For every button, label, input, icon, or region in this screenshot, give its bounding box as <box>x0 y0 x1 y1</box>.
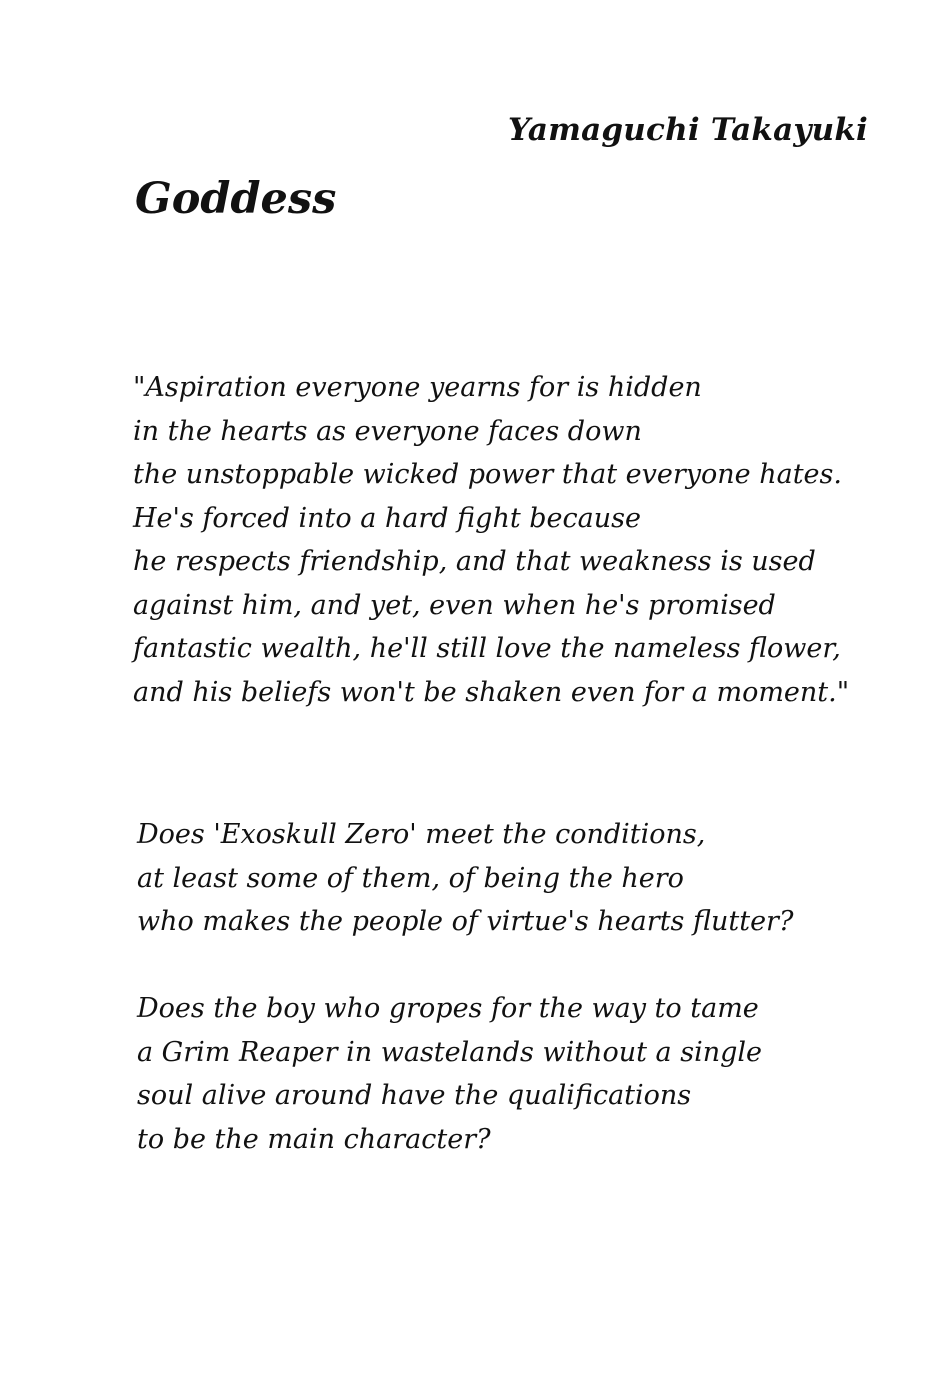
poem-line: "Aspiration everyone yearns for is hidden <box>133 372 702 403</box>
page-title: Goddess <box>135 174 337 224</box>
poem-line: He's forced into a hard fight because <box>133 502 641 534</box>
poem-line: fantastic wealth, he'll still love the nameless flower, <box>133 633 841 664</box>
poem-line: to be the main character? <box>137 1123 491 1155</box>
poem-line: at least some of them, of being the hero <box>137 862 684 894</box>
poem-line: Does 'Exoskull Zero' meet the conditions, <box>137 819 706 850</box>
poem-line: and his beliefs won't be shaken even for a moment." <box>133 676 850 708</box>
poem-line: in the hearts as everyone faces down <box>133 415 642 447</box>
poem-line: he respects friendship, and that weakness is used <box>133 546 816 577</box>
stanza-boy <box>137 987 897 1161</box>
stanza-quote <box>133 366 893 714</box>
poem-line: a Grim Reaper in wastelands without a single <box>137 1036 762 1068</box>
stanza-hero <box>137 813 897 944</box>
author-name: Yamaguchi Takayuki <box>507 112 868 148</box>
poem-line: Does the boy who gropes for the way to tame <box>137 993 759 1024</box>
poem-line: who makes the people of virtue's hearts flutter? <box>137 906 794 937</box>
poem-line: against him, and yet, even when he's promised <box>133 589 776 621</box>
poem-line: the unstoppable wicked power that everyone hates. <box>133 459 842 490</box>
poem-line: soul alive around have the qualifications <box>137 1080 692 1111</box>
